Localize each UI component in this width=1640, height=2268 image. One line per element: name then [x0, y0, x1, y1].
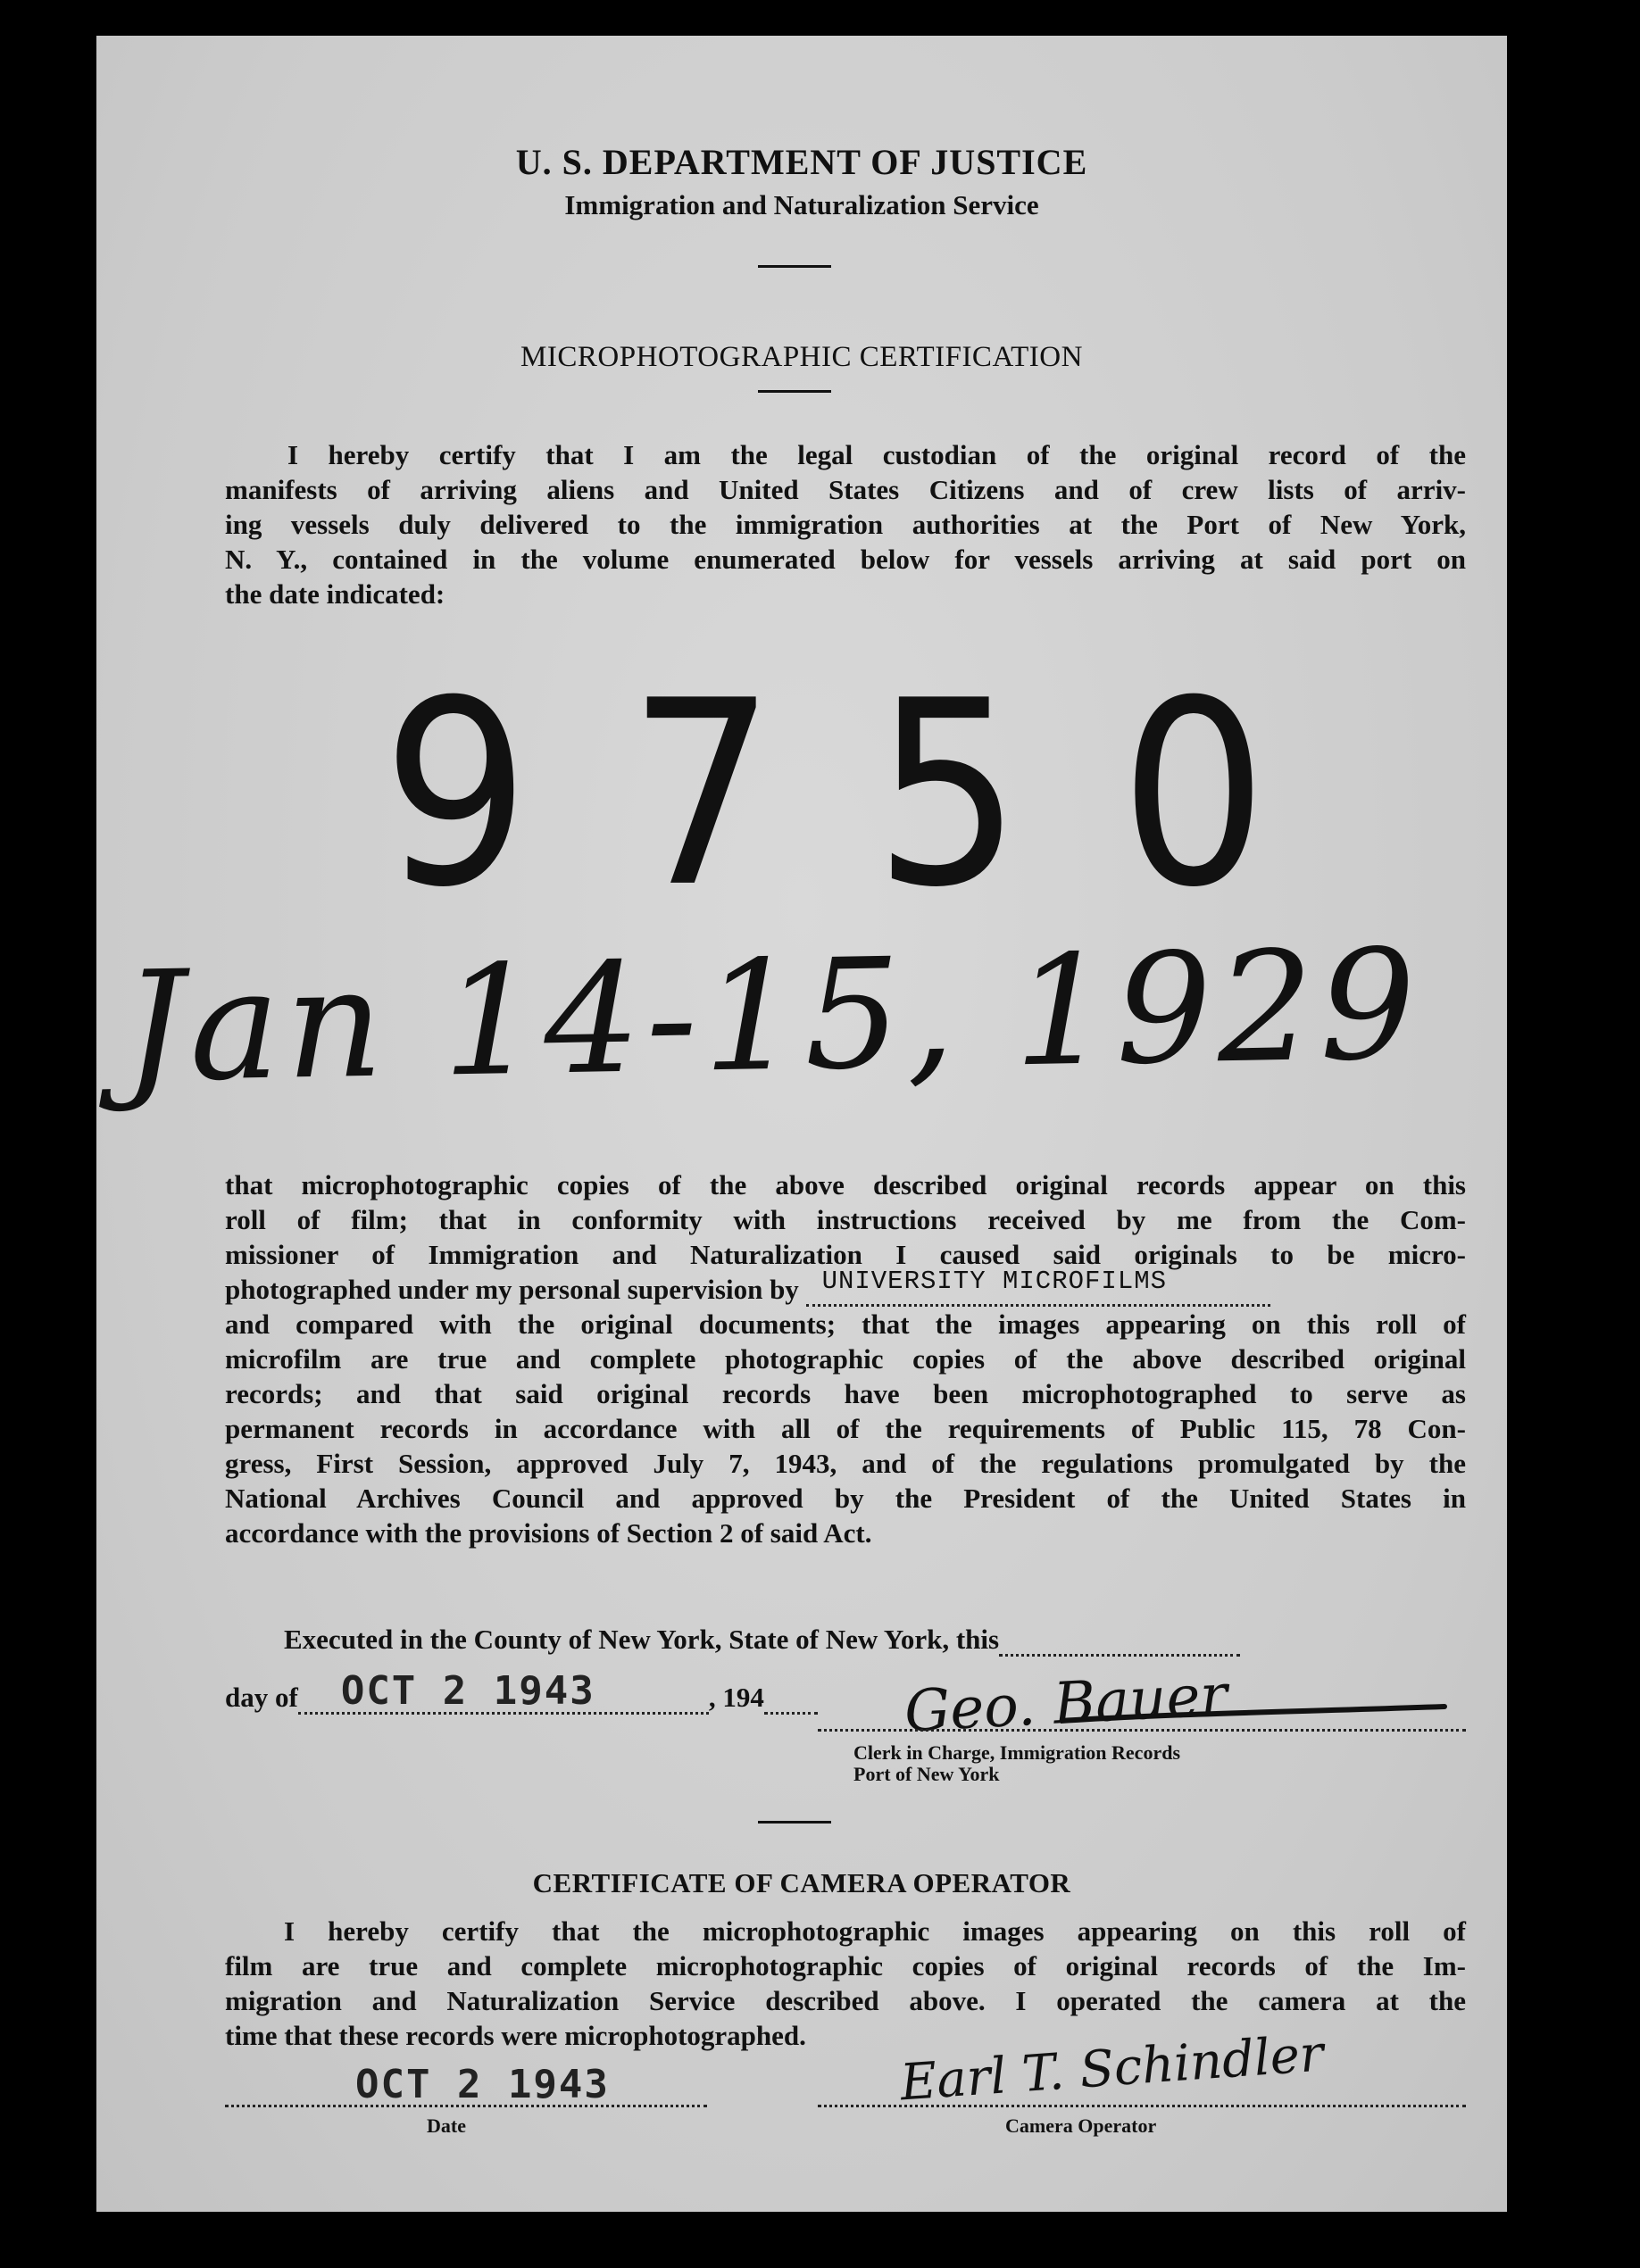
day-field: [999, 1634, 1240, 1657]
paragraph-line: accordance with the provisions of Section 2 of said Act.: [225, 1517, 872, 1549]
supervisor-name: UNIVERSITY MICROFILMS: [821, 1267, 1168, 1296]
paragraph-line: I hereby certify that I am the legal custodian of the original record of the: [287, 439, 1466, 470]
paragraph-line: records; and that said original records have been microphotographed to serve as: [225, 1378, 1466, 1409]
day-of-line: [225, 1668, 939, 1715]
divider: [758, 1821, 831, 1824]
clerk-signature: Geo. Bauer: [903, 1662, 1229, 1746]
custodian-paragraph: [225, 437, 1466, 611]
divider: [758, 390, 831, 393]
paragraph-line: that microphotographic copies of the above described original records appear on this: [225, 1169, 1466, 1200]
service-heading: Immigration and Naturalization Service: [564, 189, 1039, 220]
certification-title: MICROPHOTOGRAPHIC CERTIFICATION: [520, 341, 1083, 373]
paragraph-line: ing vessels duly delivered to the immigration authorities at the Port of New York,: [225, 509, 1466, 540]
department-heading: U. S. DEPARTMENT OF JUSTICE: [515, 142, 1088, 182]
paragraph-line: the date indicated:: [225, 578, 445, 610]
paragraph-line: missioner of Immigration and Naturalization I caused said originals to be micro-: [225, 1239, 1466, 1270]
paragraph-line: roll of film; that in conformity with instructions received by me from the Com-: [225, 1204, 1466, 1235]
camera-certificate-title: CERTIFICATE OF CAMERA OPERATOR: [532, 1867, 1071, 1898]
paragraph-line: N. Y., contained in the volume enumerated below for vessels arriving at said port on: [225, 544, 1466, 575]
supervision-prefix: photographed under my personal supervision by: [225, 1274, 799, 1305]
operator-signature-line: [818, 2105, 1466, 2107]
executed-line: [284, 1622, 1466, 1657]
signature-stroke: [1061, 1696, 1453, 1732]
operator-signature: Earl T. Schindler: [898, 2024, 1326, 2113]
clerk-title-text: Clerk in Charge, Immigration Records: [853, 1741, 1181, 1764]
clerk-port-text: Port of New York: [853, 1763, 1000, 1785]
paragraph-line: manifests of arriving aliens and United States Citizens and of crew lists of arriv-: [225, 474, 1466, 505]
supervision-line: [225, 1267, 1466, 1307]
certificate-page: [96, 36, 1507, 2212]
operator-label: Camera Operator: [1005, 2114, 1157, 2137]
divider: [758, 265, 831, 268]
paragraph-line: permanent records in accordance with all of the requirements of Public 115, 78 Con-: [225, 1413, 1466, 1444]
date-label: Date: [427, 2114, 466, 2137]
clerk-title: [853, 1742, 1180, 1785]
paragraph-line: gress, First Session, approved July 7, 1943, and of the regulations promulgated by the: [225, 1448, 1466, 1479]
paragraph-line: microfilm are true and complete photographic copies of the above described original: [225, 1343, 1466, 1375]
paragraph-line: time that these records were microphotographed.: [225, 2020, 806, 2051]
handwritten-date: Jan 14-15, 1929: [121, 917, 1423, 1117]
executed-text: Executed in the County of New York, State of New York, this: [284, 1624, 1000, 1655]
year-prefix: , 194: [708, 1682, 764, 1713]
body-paragraph: [225, 1167, 1466, 1550]
day-of-label: day of: [225, 1682, 298, 1713]
camera-date-stamp: OCT 2 1943: [355, 2062, 610, 2107]
paragraph-line: film are true and complete microphotographic copies of original records of the Im-: [225, 1950, 1466, 1981]
year-field: [764, 1692, 818, 1715]
supervisor-field: [806, 1267, 1270, 1307]
day-of-field: [298, 1668, 709, 1715]
date-line: [225, 2105, 707, 2107]
paragraph-line: migration and Naturalization Service described above. I operated the camera at the: [225, 1985, 1466, 2016]
paragraph-line: I hereby certify that the microphotographic images appearing on this roll of: [284, 1915, 1466, 1947]
handwritten-volume-number: 9750: [382, 646, 1366, 944]
paragraph-line: National Archives Council and approved by the President of the United States in: [225, 1483, 1466, 1514]
clerk-signature-line: [818, 1729, 1466, 1732]
paragraph-line: and compared with the original documents; that the images appearing on this roll of: [225, 1308, 1466, 1340]
date-stamp: OCT 2 1943: [340, 1668, 595, 1714]
